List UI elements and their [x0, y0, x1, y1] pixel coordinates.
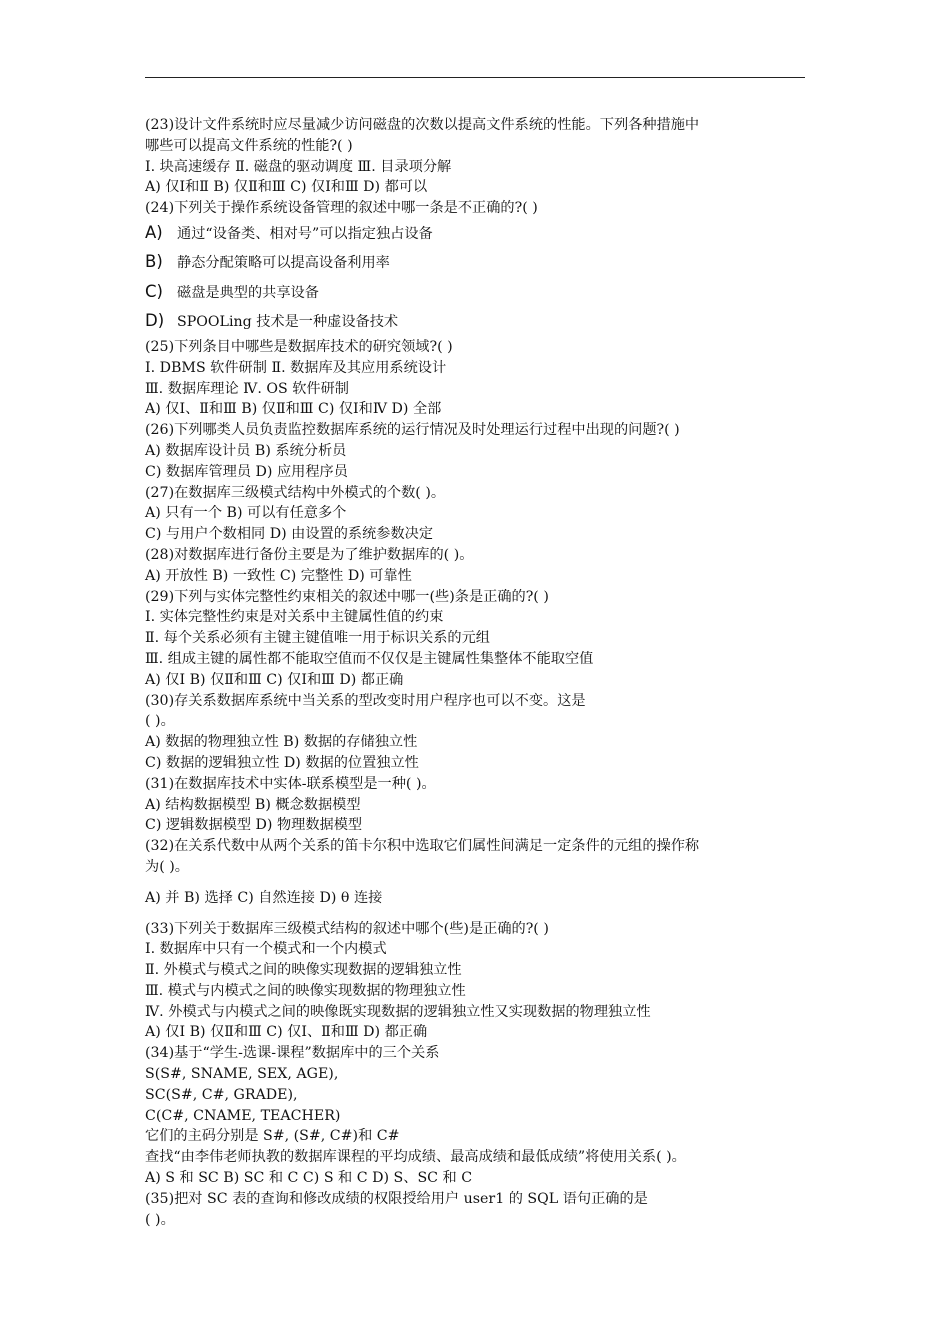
question-items: Ⅳ. 外模式与内模式之间的映像既实现数据的逻辑独立性又实现数据的物理独立性: [145, 1003, 651, 1020]
question-stem: (28)对数据库进行备份主要是为了维护数据库的( )。: [145, 546, 474, 563]
question-stem: 查找“由李伟老师执教的数据库课程的平均成绩、最高成绩和最低成绩”将使用关系( )。: [145, 1149, 686, 1166]
option-b: [145, 248, 825, 278]
question-33: [145, 919, 825, 1044]
question-29: [145, 587, 825, 691]
question-32: [145, 836, 825, 908]
primary-keys: 它们的主码分别是 S#, (S#, C#)和 C#: [145, 1128, 400, 1145]
question-stem: (32)在关系代数中从两个关系的笛卡尔积中选取它们属性间满足一定条件的元组的操作称: [145, 838, 700, 855]
question-items: Ⅱ. 每个关系必须有主键主键值唯一用于标识关系的元组: [145, 630, 490, 647]
option-d: [145, 307, 825, 337]
question-stem: (30)存关系数据库系统中当关系的型改变时用户程序也可以不变。这是: [145, 692, 586, 709]
question-30: [145, 691, 825, 774]
question-stem: (34)基于“学生-选课-课程”数据库中的三个关系: [145, 1045, 440, 1062]
question-items: Ⅰ. DBMS 软件研制 Ⅱ. 数据库及其应用系统设计: [145, 359, 447, 376]
question-stem: (29)下列与实体完整性约束相关的叙述中哪一(些)条是正确的?( ): [145, 588, 549, 605]
question-stem: (35)把对 SC 表的查询和修改成绩的权限授给用户 user1 的 SQL 语句正确的是: [145, 1190, 648, 1207]
answer-choices: A) 仅Ⅰ B) 仅Ⅱ和Ⅲ C) 仅Ⅰ和Ⅲ D) 都正确: [145, 671, 404, 688]
question-24: [145, 198, 825, 337]
option-text: 静态分配策略可以提高设备利用率: [177, 255, 390, 272]
document-body: [145, 115, 825, 1230]
answer-choices: A) 数据的物理独立性 B) 数据的存储独立性: [145, 734, 418, 751]
question-27: [145, 483, 825, 545]
answer-choices: C) 数据的逻辑独立性 D) 数据的位置独立性: [145, 754, 419, 771]
option-text: 通过“设备类、相对号”可以指定独占设备: [177, 225, 433, 242]
question-items: Ⅰ. 数据库中只有一个模式和一个内模式: [145, 941, 387, 958]
answer-choices: A) 仅Ⅰ B) 仅Ⅱ和Ⅲ C) 仅Ⅰ、Ⅱ和Ⅲ D) 都正确: [145, 1024, 428, 1041]
question-26: [145, 420, 825, 482]
question-stem: (25)下列条目中哪些是数据库技术的研究领域?( ): [145, 338, 453, 355]
answer-choices: A) 仅Ⅰ、Ⅱ和Ⅲ B) 仅Ⅱ和Ⅲ C) 仅Ⅰ和Ⅳ D) 全部: [145, 401, 442, 418]
answer-choices: A) 并 B) 选择 C) 自然连接 D) θ 连接: [145, 889, 383, 906]
answer-choices: A) 开放性 B) 一致性 C) 完整性 D) 可靠性: [145, 567, 412, 584]
answer-choices: A) S 和 SC B) SC 和 C C) S 和 C D) S、SC 和 C: [145, 1170, 473, 1187]
question-stem: ( )。: [145, 713, 175, 730]
option-letter: D): [145, 311, 165, 331]
relation-schema: S(S#, SNAME, SEX, AGE),: [145, 1066, 339, 1083]
question-23: [145, 115, 825, 198]
option-c: [145, 278, 825, 308]
question-items: Ⅱ. 外模式与模式之间的映像实现数据的逻辑独立性: [145, 962, 462, 979]
question-items: Ⅲ. 模式与内模式之间的映像实现数据的物理独立性: [145, 982, 466, 999]
header-rule: [145, 77, 805, 78]
question-stem: (31)在数据库技术中实体-联系模型是一种( )。: [145, 775, 436, 792]
option-letter: A): [145, 222, 163, 242]
question-items: Ⅰ. 块高速缓存 Ⅱ. 磁盘的驱动调度 Ⅲ. 目录项分解: [145, 158, 452, 175]
option-letter: C): [145, 281, 163, 301]
relation-schema: SC(S#, C#, GRADE),: [145, 1086, 298, 1103]
answer-choices: A) 仅Ⅰ和Ⅱ B) 仅Ⅱ和Ⅲ C) 仅Ⅰ和Ⅲ D) 都可以: [145, 179, 428, 196]
question-items: Ⅲ. 数据库理论 Ⅳ. OS 软件研制: [145, 380, 349, 397]
answer-choices: C) 与用户个数相同 D) 由设置的系统参数决定: [145, 526, 434, 543]
answer-choices: A) 数据库设计员 B) 系统分析员: [145, 442, 347, 459]
answer-choices: A) 只有一个 B) 可以有任意多个: [145, 505, 347, 522]
answer-choices: C) 数据库管理员 D) 应用程序员: [145, 463, 348, 480]
question-35: [145, 1189, 825, 1231]
question-25: [145, 337, 825, 420]
option-a: [145, 219, 825, 249]
question-stem: (27)在数据库三级模式结构中外模式的个数( )。: [145, 484, 446, 501]
option-letter: B): [145, 252, 163, 272]
question-stem: ( )。: [145, 1211, 175, 1228]
option-text: 磁盘是典型的共享设备: [177, 284, 319, 301]
question-stem: (26)下列哪类人员负责监控数据库系统的运行情况及时处理运行过程中出现的问题?( ): [145, 422, 680, 439]
question-stem: (23)设计文件系统时应尽量减少访问磁盘的次数以提高文件系统的性能。下列各种措施中: [145, 117, 700, 133]
question-stem: 哪些可以提高文件系统的性能?( ): [145, 137, 353, 154]
question-stem: (24)下列关于操作系统设备管理的叙述中哪一条是不正确的?( ): [145, 200, 538, 217]
question-31: [145, 774, 825, 836]
question-stem: 为( )。: [145, 858, 189, 875]
question-items: Ⅲ. 组成主键的属性都不能取空值而不仅仅是主键属性集整体不能取空值: [145, 650, 594, 667]
question-34: [145, 1043, 825, 1189]
question-items: Ⅰ. 实体完整性约束是对关系中主键属性值的约束: [145, 609, 444, 626]
answer-choices: C) 逻辑数据模型 D) 物理数据模型: [145, 817, 363, 834]
relation-schema: C(C#, CNAME, TEACHER): [145, 1107, 341, 1124]
question-stem: (33)下列关于数据库三级模式结构的叙述中哪个(些)是正确的?( ): [145, 920, 549, 937]
question-28: [145, 545, 825, 587]
option-text: SPOOLing 技术是一种虚设备技术: [177, 314, 399, 331]
answer-choices: A) 结构数据模型 B) 概念数据模型: [145, 796, 361, 813]
